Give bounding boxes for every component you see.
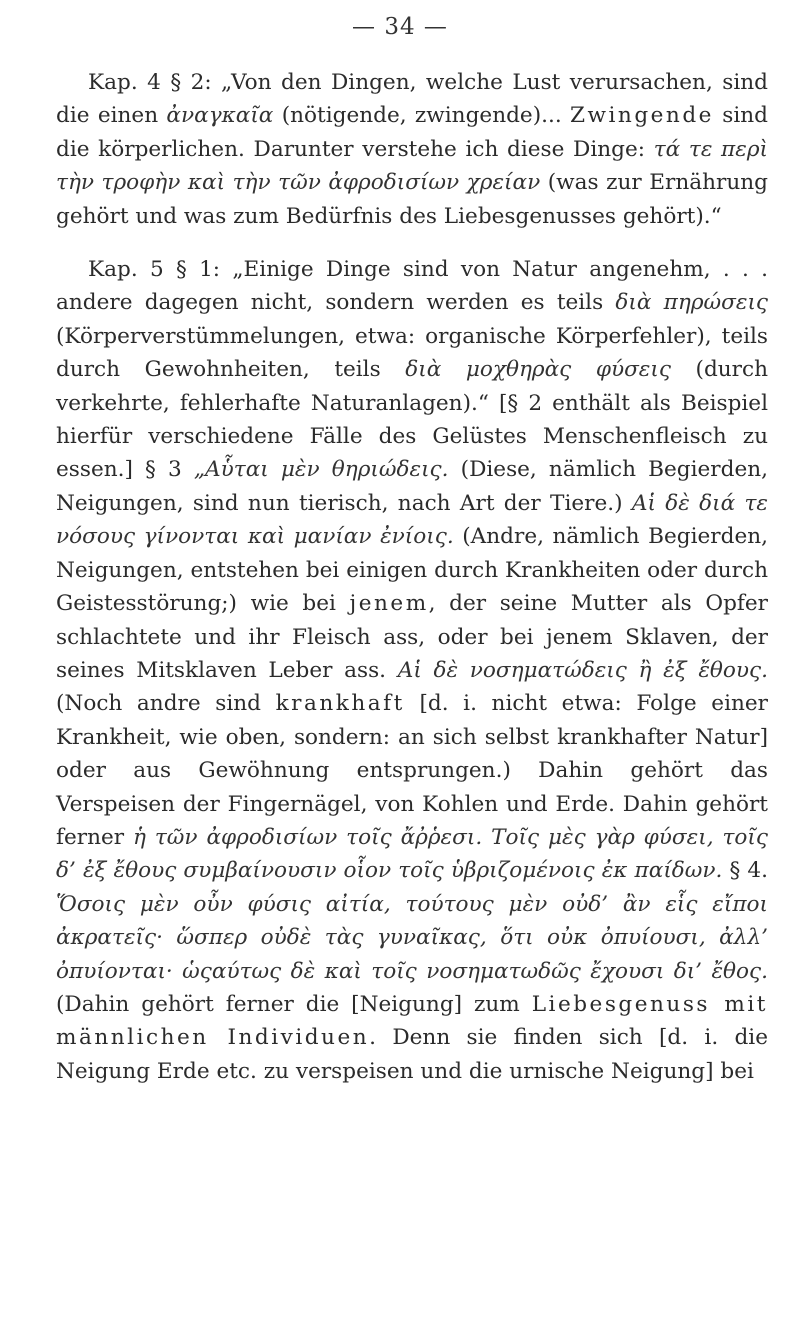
text-run: Kap. 5 § 1: „Einige Dinge sind von Natur angenehm, . . . andere dagegen nicht, sondern werden es teils (56, 257, 768, 316)
greek-quote: Αἱ δὲ διά τε νόσους γίνονται καὶ μανίαν ἐνίοις. (56, 490, 769, 550)
text-run: , der seine Mutter als Opfer schlachtete und ihr Fleisch ass, oder bei jenem Sklaven, der seines Mitsklaven Leber ass. (56, 591, 768, 683)
paragraph-kap5 (56, 253, 768, 1088)
text-run: (Noch andre sind (56, 691, 276, 717)
text-run: (was zur Ernährung gehört und was zum Bedürfnis des Liebesgenusses gehört).“ (56, 170, 769, 229)
emphasis-spaced: Liebesgenuss mit männlichen Individuen (56, 991, 768, 1051)
text-run: (Körperverstümmelungen, etwa: organische Körperfehler), teils durch Gewohnheiten, teils (56, 323, 768, 383)
greek-quote: Αἱ δὲ νοσηματώδεις ἢ ἐξ ἔθους. (397, 657, 768, 683)
text-run: . Denn sie finden sich [d. i. die Neigung Erde etc. zu verspeisen und die urnische Neigung] bei (56, 1025, 768, 1084)
emphasis-spaced: krankhaft (275, 691, 405, 717)
greek-quote: Ὅσοις μὲν οὖν φύσις αἰτία, τούτους μὲν οὐδ’ ἂν εἷς εἴποι ἀκρατεῖς· ὥσπερ οὐδὲ τὰς γυναῖκας, ὅτι οὐκ ὀπυίουσι, ἀλλ’ ὀπυίονται· ὡςαύτως δὲ καὶ τοῖς νοσηματωδῶς ἔχουσι δι’ ἔθος. (56, 891, 768, 984)
greek-quote: ἡ τῶν ἀφροδισίων τοῖς ἄῤῥεσι. Τοῖς μὲς γὰρ φύσει, τοῖς δ’ ἐξ ἔθους συμβαίνουσιν οἷον τοῖς ὑβριζομένοις ἐκ παίδων. (56, 824, 768, 884)
greek-quote: ἀναγκαῖα (166, 103, 274, 129)
text-run: (nötigende, zwingende)... (273, 103, 571, 129)
text-run: § 4. (722, 858, 768, 884)
greek-quote: „Αὗται μὲν θηριώδεις. (193, 457, 449, 483)
body-text (56, 66, 768, 1088)
emphasis-spaced: jenem (349, 591, 429, 617)
greek-quote: διὰ μοχθηρὰς φύσεις (405, 357, 671, 383)
text-run: sind die körperlichen. Darunter verstehe ich diese Dinge: (56, 103, 768, 162)
text-run: (Dahin gehört ferner die [Neigung] zum (56, 991, 532, 1017)
greek-quote: τά τε περὶ τὴν τροφὴν καὶ τὴν τῶν ἀφροδισίων χρείαν (56, 136, 768, 196)
text-run: Kap. 4 § 2: „Von den Dingen, welche Lust verursachen, sind die einen (56, 70, 768, 129)
text-run: (Andre, nämlich Begierden, Neigungen, entstehen bei einigen durch Krankheiten oder durch Geistesstörung;) wie bei (56, 524, 768, 617)
page-number: — 34 — (352, 14, 448, 40)
text-run: [d. i. nicht etwa: Folge einer Krankheit, wie oben, sondern: an sich selbst krankhafter Natur] oder aus Gewöhnung entsprungen.) Dahin gehört das Verspeisen der Fingernägel, von Kohlen und Erde. Dahin gehört ferner (56, 691, 768, 850)
paragraph-kap4 (56, 66, 768, 233)
greek-quote: διὰ πηρώσεις (615, 290, 769, 316)
text-run: (durch verkehrte, fehlerhafte Naturanlagen).“ [§ 2 enthält als Beispiel hierfür verschiedene Fälle des Gelüstes Menschenfleisch zu essen.] § 3 (56, 357, 769, 483)
text-run: (Diese, nämlich Begierden, Neigungen, sind nun tierisch, nach Art der Tiere.) (56, 457, 768, 516)
emphasis-spaced: Zwingende (570, 103, 714, 129)
